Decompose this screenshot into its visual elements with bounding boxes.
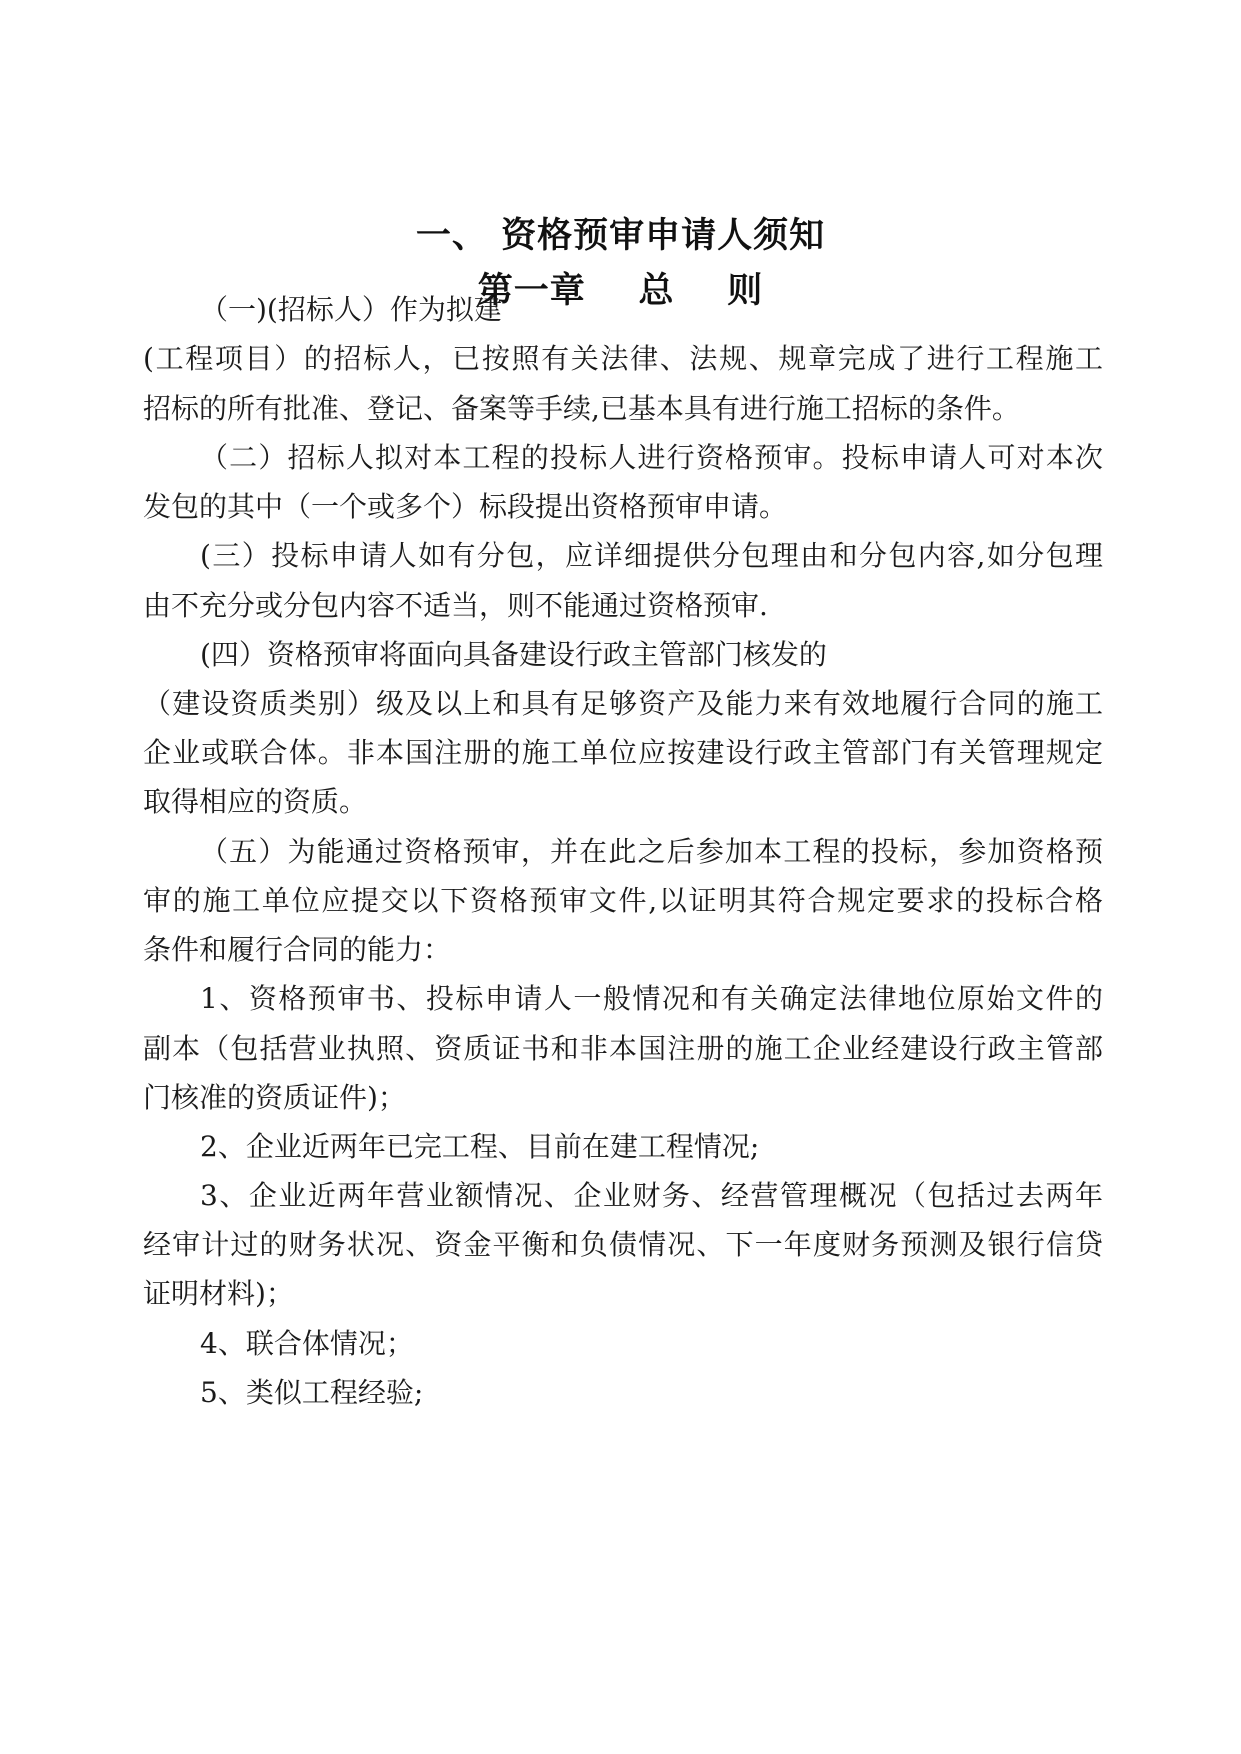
paragraph-line: 经审计过的财务状况、资金平衡和负债情况、下一年度财务预测及银行信贷 xyxy=(143,1228,1103,1261)
paragraph-line: 发包的其中（一个或多个）标段提出资格预审申请。 xyxy=(143,490,788,523)
paragraph-line: (工程项目）的招标人，已按照有关法律、法规、规章完成了进行工程施工 xyxy=(143,342,1103,375)
paragraph-line: 3、企业近两年营业额情况、企业财务、经营管理概况（包括过去两年 xyxy=(200,1179,1103,1212)
paragraph-line: 4、联合体情况； xyxy=(200,1327,414,1360)
paragraph-line: 由不充分或分包内容不适当，则不能通过资格预审. xyxy=(143,589,768,622)
paragraph-line: （一)(招标人）作为拟建 xyxy=(200,293,502,326)
paragraph-line: (三）投标申请人如有分包，应详细提供分包理由和分包内容,如分包理 xyxy=(200,539,1103,572)
paragraph-line: 副本（包括营业执照、资质证书和非本国注册的施工企业经建设行政主管部 xyxy=(143,1032,1103,1065)
paragraph-line: 招标的所有批准、登记、备案等手续,已基本具有进行施工招标的条件。 xyxy=(143,392,1020,425)
paragraph-line: （建设资质类别）级及以上和具有足够资产及能力来有效地履行合同的施工 xyxy=(143,687,1103,720)
paragraph-line: 2、企业近两年已完工程、目前在建工程情况; xyxy=(200,1130,760,1163)
paragraph-line: 证明材料)； xyxy=(143,1277,294,1310)
section-title: 一、 资格预审申请人须知 xyxy=(415,216,826,256)
chapter-title: 第一章 总 则 xyxy=(477,271,764,311)
paragraph-line: 企业或联合体。非本国注册的施工单位应按建设行政主管部门有关管理规定 xyxy=(143,736,1103,769)
paragraph-line: （二）招标人拟对本工程的投标人进行资格预审。投标申请人可对本次 xyxy=(200,441,1103,474)
paragraph-line: 5、类似工程经验; xyxy=(200,1376,424,1409)
paragraph-line: （五）为能通过资格预审，并在此之后参加本工程的投标，参加资格预 xyxy=(200,835,1103,868)
paragraph-line: 门核准的资质证件)； xyxy=(143,1081,406,1114)
paragraph-line: 1、资格预审书、投标申请人一般情况和有关确定法律地位原始文件的 xyxy=(200,982,1103,1015)
paragraph-line: 条件和履行合同的能力： xyxy=(143,933,452,966)
paragraph-line: 审的施工单位应提交以下资格预审文件,以证明其符合规定要求的投标合格 xyxy=(143,884,1103,917)
paragraph-line: (四）资格预审将面向具备建设行政主管部门核发的 xyxy=(200,638,827,671)
paragraph-line: 取得相应的资质。 xyxy=(143,785,368,818)
